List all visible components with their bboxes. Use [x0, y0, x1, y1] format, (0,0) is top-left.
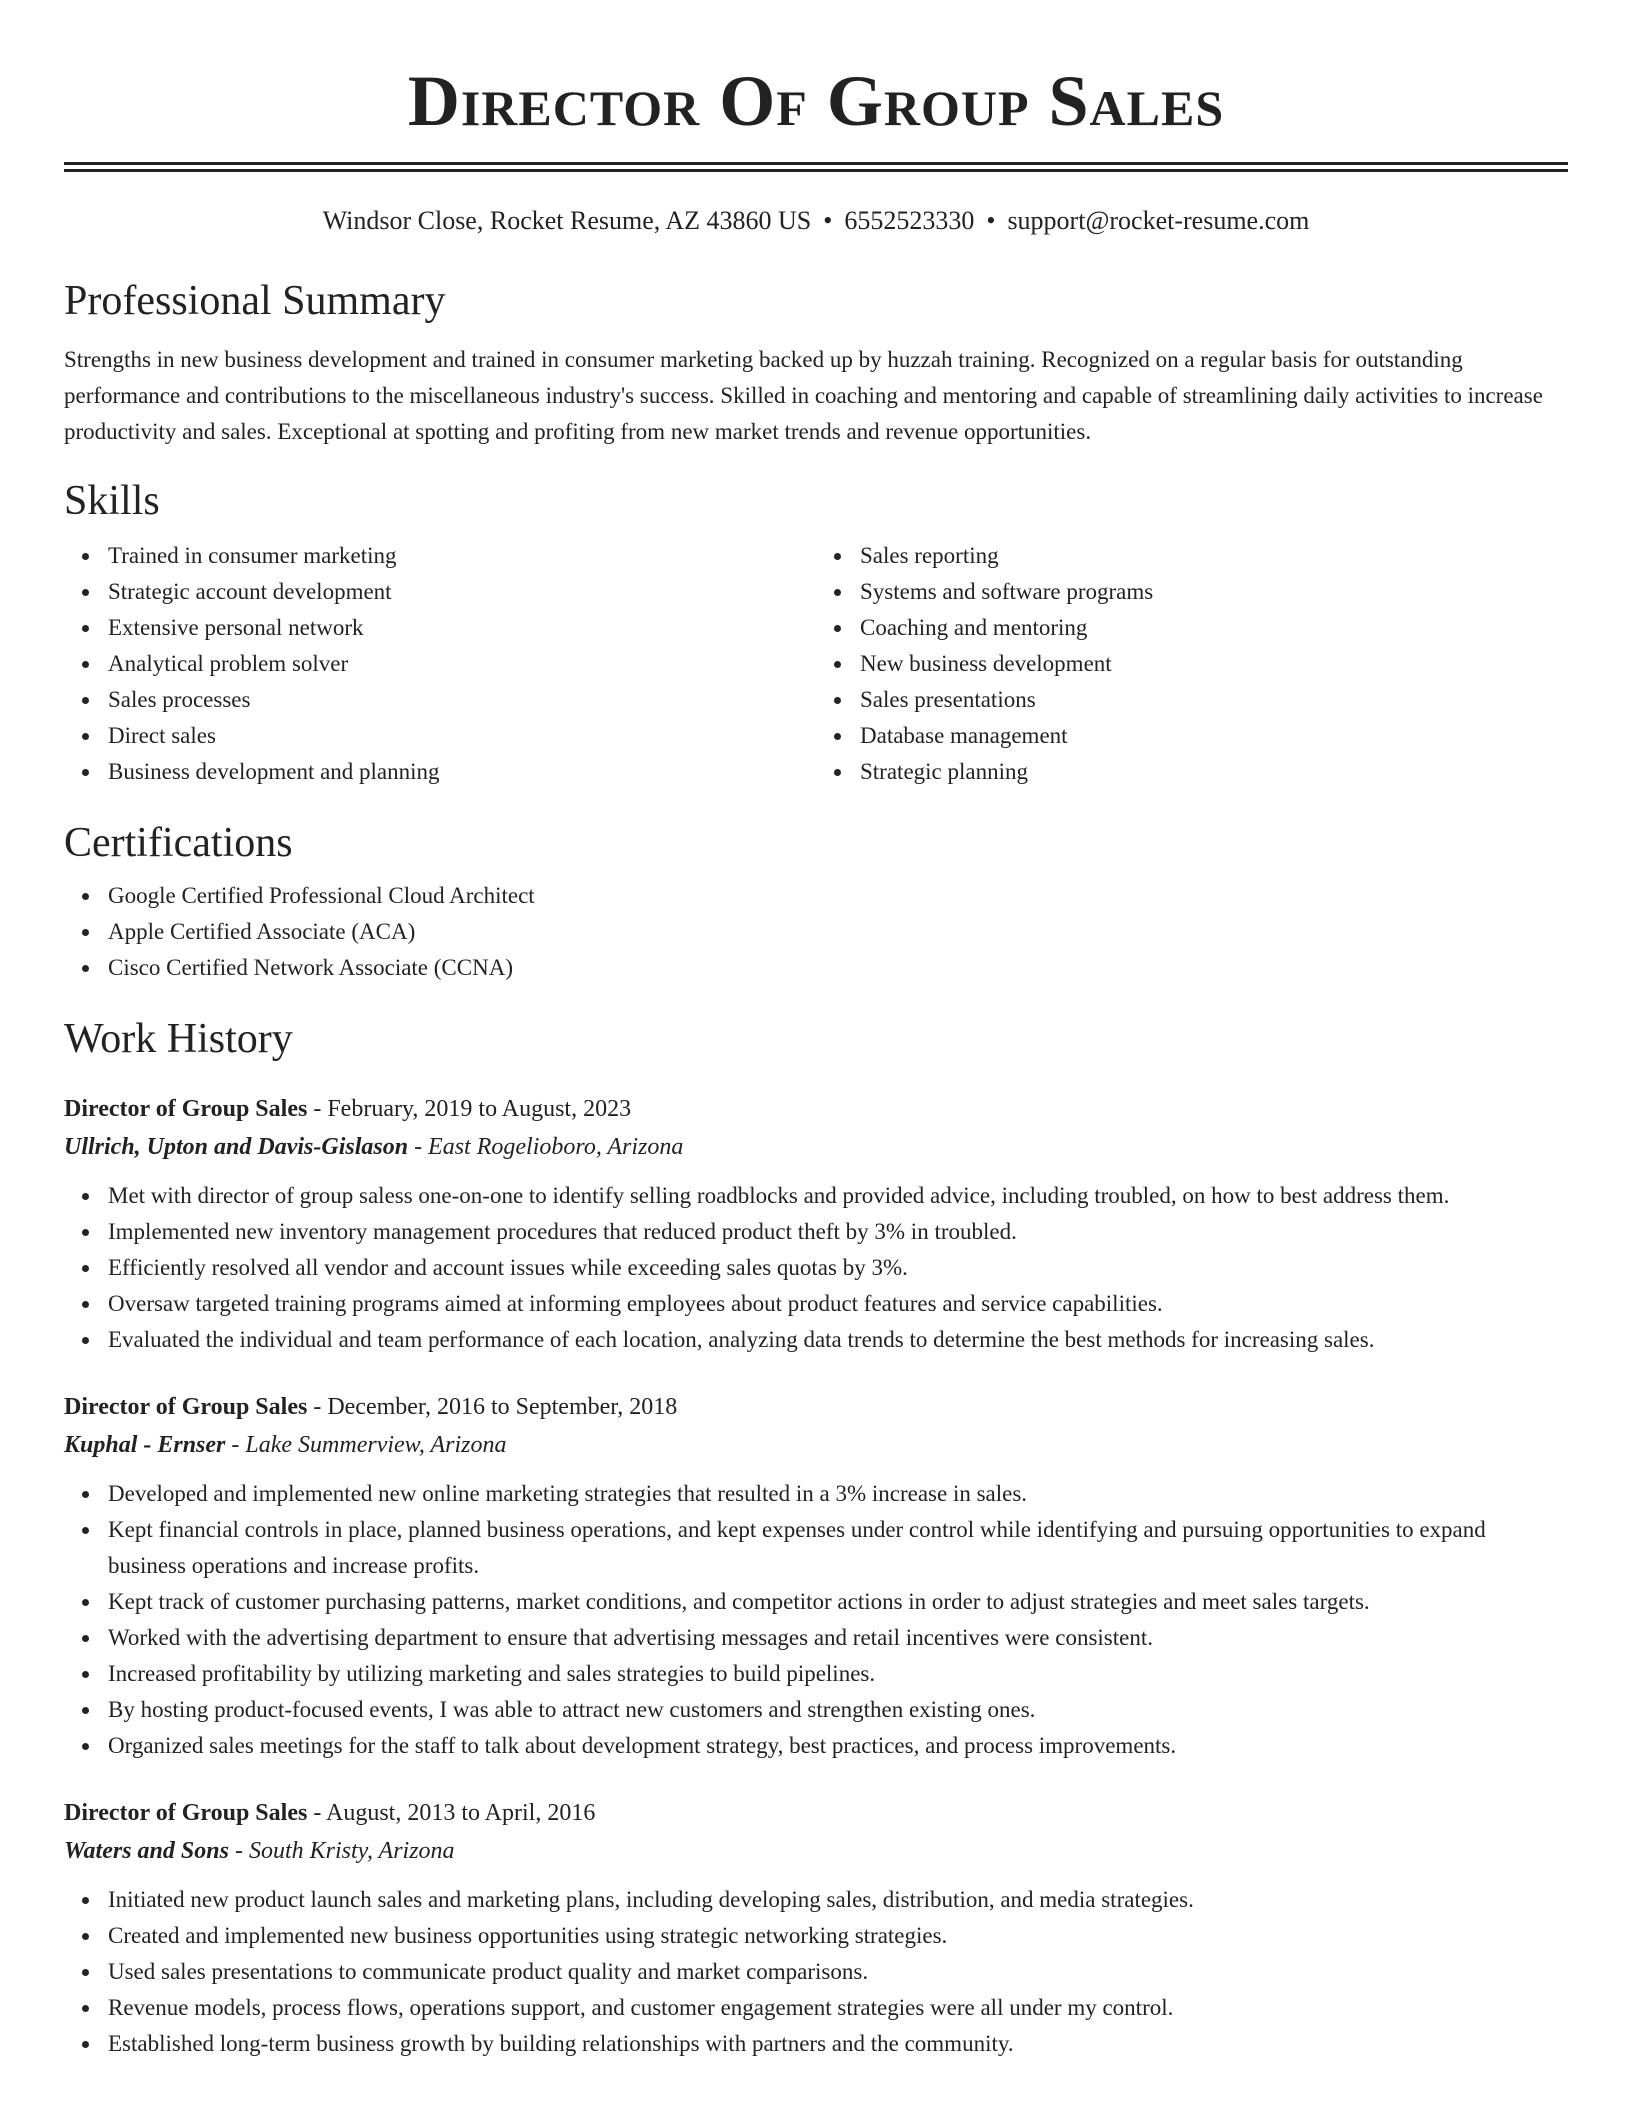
skill-item: Sales presentations	[860, 682, 1568, 718]
job-dates: - February, 2019 to August, 2023	[307, 1096, 632, 1122]
certification-item: Apple Certified Associate (ACA)	[108, 914, 1568, 950]
skill-item: Sales processes	[108, 682, 816, 718]
job-title: Director of Group Sales	[64, 1800, 308, 1826]
job-bullet: By hosting product-focused events, I was able to attract new customers and strengthen existing ones.	[108, 1692, 1568, 1728]
title-divider	[64, 162, 1568, 172]
job-company-line	[64, 1832, 1568, 1870]
job-company: Kuphal - Ernser	[64, 1432, 226, 1458]
job-location: - South Kristy, Arizona	[228, 1838, 455, 1864]
job-company: Ullrich, Upton and Davis-Gislason	[64, 1134, 409, 1160]
certification-item: Google Certified Professional Cloud Architect	[108, 878, 1568, 914]
summary-heading: Professional Summary	[64, 278, 446, 324]
skill-item: Strategic planning	[860, 754, 1568, 790]
skill-item: Extensive personal network	[108, 610, 816, 646]
job-location: - Lake Summerview, Arizona	[225, 1432, 507, 1458]
job-bullet: Implemented new inventory management procedures that reduced product theft by 3% in troubled.	[108, 1214, 1568, 1250]
job-bullet: Organized sales meetings for the staff to talk about development strategy, best practices, and process improvements.	[108, 1728, 1568, 1764]
job-bullet: Oversaw targeted training programs aimed at informing employees about product features and service capabilities.	[108, 1286, 1568, 1322]
job-entry	[64, 1794, 1568, 2062]
job-entry	[64, 1090, 1568, 1358]
job-bullet: Established long-term business growth by building relationships with partners and the community.	[108, 2026, 1568, 2062]
skill-item: Sales reporting	[860, 538, 1568, 574]
job-bullet: Kept financial controls in place, planned business operations, and kept expenses under control while identifying and pursuing opportunities to expand business operations and increase profits.	[108, 1512, 1568, 1584]
job-company: Waters and Sons	[64, 1838, 229, 1864]
certifications-list	[64, 878, 1568, 986]
job-title-line	[64, 1090, 1568, 1128]
resume-page	[64, 0, 1568, 2062]
skill-item: Strategic account development	[108, 574, 816, 610]
skill-item: New business development	[860, 646, 1568, 682]
job-title: Director of Group Sales	[64, 1096, 308, 1122]
resume-title: Director Of Group Sales	[407, 61, 1225, 141]
job-bullet: Efficiently resolved all vendor and account issues while exceeding sales quotas by 3%.	[108, 1250, 1568, 1286]
job-dates: - December, 2016 to September, 2018	[307, 1394, 678, 1420]
summary-text: Strengths in new business development and trained in consumer marketing backed up by huzzah training. Recognized on a regular basis for outstanding performance and contributions to the miscellaneous industry's success. Skilled in coaching and mentoring and capable of streamlining daily activities to increase productivity and sales. Exceptional at spotting and profiting from new market trends and revenue opportunities.	[64, 347, 1543, 444]
contact-line	[64, 206, 1568, 236]
work-history-heading: Work History	[64, 1016, 293, 1062]
job-bullet: Initiated new product launch sales and marketing plans, including developing sales, distribution, and media strategies.	[108, 1882, 1568, 1918]
job-bullet: Kept track of customer purchasing patterns, market conditions, and competitor actions in order to adjust strategies and meet sales targets.	[108, 1584, 1568, 1620]
job-bullet: Worked with the advertising department to ensure that advertising messages and retail incentives were consistent.	[108, 1620, 1568, 1656]
job-title-line	[64, 1388, 1568, 1426]
skills-list-left	[64, 538, 816, 790]
skills-heading: Skills	[64, 478, 160, 524]
certifications-heading: Certifications	[64, 820, 293, 866]
job-bullet: Increased profitability by utilizing marketing and sales strategies to build pipelines.	[108, 1656, 1568, 1692]
job-bullet: Evaluated the individual and team performance of each location, analyzing data trends to determine the best methods for increasing sales.	[108, 1322, 1568, 1358]
job-company-line	[64, 1128, 1568, 1166]
job-bullet: Developed and implemented new online marketing strategies that resulted in a 3% increase in sales.	[108, 1476, 1568, 1512]
certification-item: Cisco Certified Network Associate (CCNA)	[108, 950, 1568, 986]
job-bullets	[64, 1882, 1568, 2062]
contact-address: Windsor Close, Rocket Resume, AZ 43860 US	[322, 206, 812, 235]
skills-list-right	[816, 538, 1568, 790]
job-bullets	[64, 1178, 1568, 1358]
job-bullet: Revenue models, process flows, operations support, and customer engagement strategies were all under my control.	[108, 1990, 1568, 2026]
job-location: - East Rogelioboro, Arizona	[408, 1134, 684, 1160]
job-company-line	[64, 1426, 1568, 1464]
job-entry	[64, 1388, 1568, 1764]
job-bullet: Created and implemented new business opportunities using strategic networking strategies.	[108, 1918, 1568, 1954]
contact-email: support@rocket-resume.com	[1007, 206, 1310, 235]
contact-phone: 6552523330	[844, 206, 975, 235]
skill-item: Business development and planning	[108, 754, 816, 790]
job-bullet: Met with director of group saless one-on-one to identify selling roadblocks and provided advice, including troubled, on how to best address them.	[108, 1178, 1568, 1214]
skill-item: Database management	[860, 718, 1568, 754]
skill-item: Trained in consumer marketing	[108, 538, 816, 574]
skills-columns	[64, 538, 1568, 790]
skill-item: Direct sales	[108, 718, 816, 754]
job-dates: - August, 2013 to April, 2016	[307, 1800, 596, 1826]
skill-item: Coaching and mentoring	[860, 610, 1568, 646]
skill-item: Analytical problem solver	[108, 646, 816, 682]
contact-separator: •	[986, 206, 996, 235]
job-title-line	[64, 1794, 1568, 1832]
contact-separator: •	[823, 206, 833, 235]
skill-item: Systems and software programs	[860, 574, 1568, 610]
job-title: Director of Group Sales	[64, 1394, 308, 1420]
job-bullets	[64, 1476, 1568, 1764]
job-bullet: Used sales presentations to communicate product quality and market comparisons.	[108, 1954, 1568, 1990]
